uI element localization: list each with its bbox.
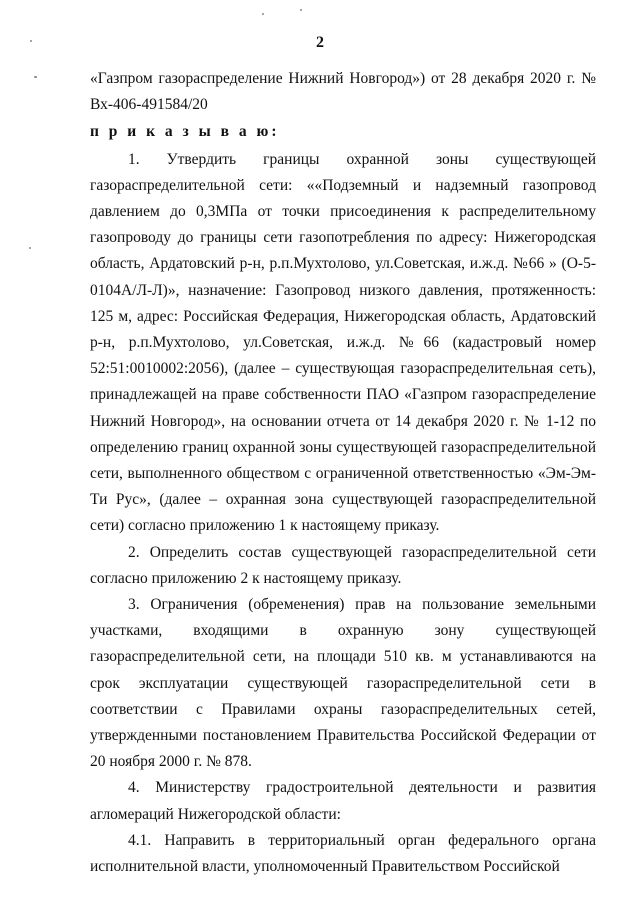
paragraph-2: 2. Определить состав существующей газораспределительной сети согласно приложению 2 к настоящему приказу. bbox=[90, 543, 596, 587]
scan-speck bbox=[29, 247, 31, 249]
paragraph-1: 1. Утвердить границы охранной зоны существующей газораспределительной сети: ««Подземный и надземный газопровод давлением до 0,3МПа от точки присоединения к распределительному газопроводу до границы сети газопотребления по адресу: Нижегородская область, Ардатовский р-н, р.п.Мухтолово, ул.Советская, и.ж.д. №66 » (О-5-0104А/Л-Л)», назначение: Газопровод низкого давления, протяженность: 125 м, адрес: Российская Федерация, Нижегородская область, Ардатовский р-н, р.п.Мухтолово, ул.Советская, и.ж.д. №66 (кадастровый номер 52:51:0010002:2056), (далее – существующая газораспределительная сеть), принадлежащей на праве собственности ПАО «Газпром газораспределение Нижний Новгород», на основании отчета от 14 декабря 2020 г. № 1-12 по определению границ охранной зоны существующей газораспределительной сети, выполненного обществом с ограниченной ответственностью «Эм-Эм-Ти Рус», (далее – охранная зона существующей газораспределительной сети) согласно приложению 1 к настоящему приказу. bbox=[90, 150, 596, 535]
scan-speck bbox=[262, 13, 264, 15]
scan-speck bbox=[30, 40, 32, 42]
scan-speck bbox=[300, 9, 302, 11]
paragraph-4-1: 4.1. Направить в территориальный орган федерального органа исполнительной власти, уполномоченный Правительством Российской bbox=[90, 831, 596, 876]
scan-speck bbox=[34, 76, 37, 78]
order-heading: п р и к а з ы в а ю: bbox=[90, 123, 280, 141]
page-number: 2 bbox=[316, 34, 324, 51]
intro-paragraph: «Газпром газораспределение Нижний Новгород») от 28 декабря 2020 г. № Вх-406-491584/20 bbox=[90, 70, 596, 114]
document-body bbox=[90, 66, 596, 880]
paragraph-4: 4. Министерству градостроительной деятельности и развития агломераций Нижегородской области: bbox=[90, 779, 596, 823]
paragraph-3: 3. Ограничения (обременения) прав на пользование земельными участками, входящими в охранную зону существующей газораспределительной сети, на площади 510 кв. м устанавливаются на срок эксплуатации существующей газораспределительной сети в соответствии с Правилами охраны газораспределительных сетей, утвержденными постановлением Правительства Российской Федерации от 20 ноября 2000 г. № 878. bbox=[90, 596, 596, 771]
